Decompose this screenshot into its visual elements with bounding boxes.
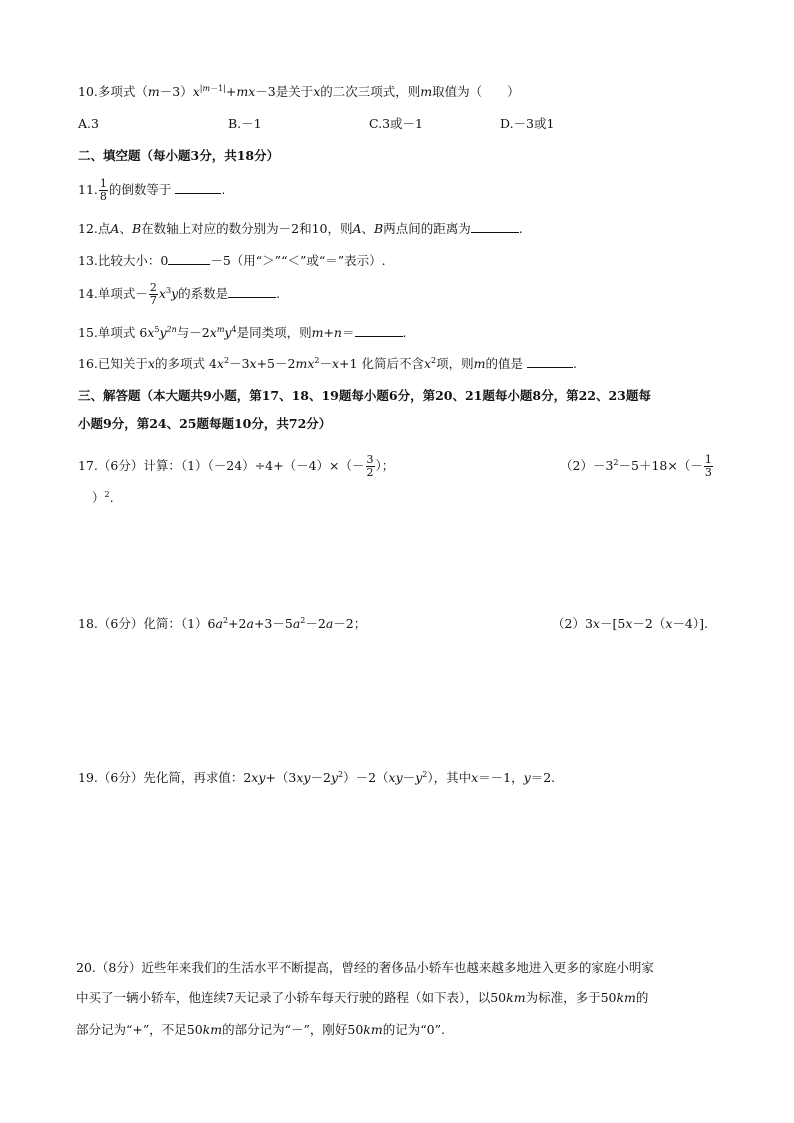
answer-blank <box>228 285 276 298</box>
question-11: 11. $\frac{1}{8}$ 的倒数等于 . <box>78 177 226 203</box>
question-17-cont: ）$^2$. <box>92 490 114 505</box>
section-3-heading: 三、解答题（本大题共9小题，第17、18、19题每小题6分，第20、21题每小题8分，第22、23题每 <box>78 388 651 403</box>
question-13: 13.比较大小：0 －5（用“＞”“＜”或“＝”表示）. <box>78 253 386 268</box>
fraction-1-8: $\frac{1}{8}$ <box>99 177 107 203</box>
option-b: B.－1 <box>228 116 262 131</box>
answer-blank <box>168 252 210 265</box>
section-2-heading: 二、填空题（每小题3分，共18分） <box>78 148 280 163</box>
section-3-heading-cont: 小题9分，第24、25题每题10分，共72分） <box>78 416 332 431</box>
answer-blank <box>355 324 403 337</box>
answer-blank <box>175 181 221 194</box>
question-14: 14.单项式－ $\frac{2}{7}$ $x^3y$的系数是 . <box>78 281 281 307</box>
question-10: 10.多项式$(m-3)x^{|m-1|}+mx-3$是关于x的二次三项式，则m取值为（ ） <box>78 84 520 99</box>
question-20-line-2: 中买了一辆小轿车，他连续7天记录了小轿车每天行驶的路程（如下表），以50km为标准，多于50km的 <box>76 990 649 1005</box>
question-19: 19.（6分）先化简，再求值：$2xy+(3xy-2y^2)-2(xy-y^2)$，其中x＝－1，y＝2. <box>78 770 556 785</box>
question-17-part-1: 17.（6分）计算：（1）（－24）÷4+（－4）×（－ $\frac{3}{2}$ ）； <box>78 453 395 479</box>
question-17-part-2: $(2)-3^2-5+18\times(-$ $\frac{1}{3}$ <box>560 453 712 479</box>
option-c: C.3或－1 <box>369 116 423 131</box>
fraction-2-7: $\frac{2}{7}$ <box>149 281 157 307</box>
answer-blank <box>471 220 519 233</box>
fraction-1-3: $\frac{1}{3}$ <box>704 453 712 479</box>
fraction-3-2: $\frac{3}{2}$ <box>366 453 374 479</box>
question-12: 12.点A、B在数轴上对应的数分别为－2和10，则A、B两点间的距离为 . <box>78 221 523 236</box>
option-a: A.3 <box>78 116 99 131</box>
question-18-part-2: （2）3x－[5x－2（x－4）]. <box>552 616 708 631</box>
question-18-part-1: 18.（6分）化简：$(1)6a^2+2a+3-5a^2-2a-2$； <box>78 616 367 631</box>
question-20-line-3: 部分记为“+”，不足50km的部分记为“－”，刚好50km的记为“0”. <box>76 1022 445 1037</box>
question-20-line-1: 20.（8分）近些年来我们的生活水平不断提高，曾经的奢侈品小轿车也越来越多地进入更多的家庭小明家 <box>76 960 654 975</box>
option-d: D.－3或1 <box>500 116 555 131</box>
question-16: 16.已知关于x的多项式 $4x^2-3x+5-2mx^2-x+1$ 化简后不含$x^2$项，则m的值是 . <box>78 356 577 371</box>
question-15: 15.单项式 $6x^5y^{2n}$与$-2x^my^4$是同类项，则m+n＝ . <box>78 325 407 340</box>
answer-blank <box>527 355 573 368</box>
